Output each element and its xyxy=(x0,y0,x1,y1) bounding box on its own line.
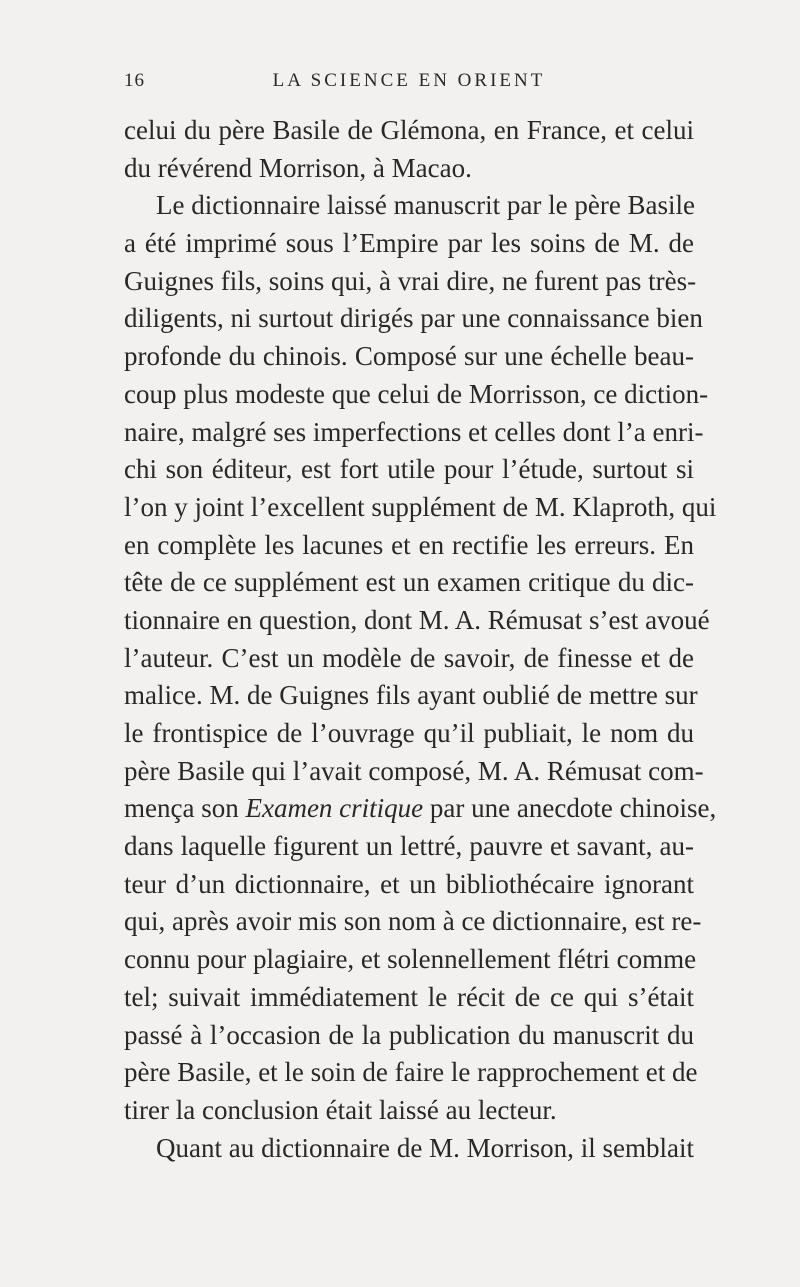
text-line: coup plus modeste que celui de Morrisson, ce diction- xyxy=(124,378,709,409)
page-number: 16 xyxy=(124,70,145,91)
text-line: celui du père Basile de Glémona, en France, et celui xyxy=(124,115,694,145)
text-line: tel; suivait immédiatement le récit de ce qui s’était xyxy=(124,981,694,1012)
text-line: tête de ce supplément est un examen critique du dic- xyxy=(124,567,694,598)
text-line: l’auteur. C’est un modèle de savoir, de finesse et de xyxy=(124,642,694,673)
running-title: LA SCIENCE EN ORIENT xyxy=(272,70,546,91)
text-line: dans laquelle figurent un lettré, pauvre et savant, au- xyxy=(124,831,694,862)
text-line: diligents, ni surtout dirigés par une connaissance bien xyxy=(124,303,703,334)
italic-title: Examen critique xyxy=(245,793,424,824)
text-line: tionnaire en question, dont M. A. Rémusat s’est avoué xyxy=(124,604,710,635)
text-line: connu pour plagiaire, et solennellement flétri comme xyxy=(124,944,697,975)
text-segment: par une anecdote chinoise, xyxy=(423,793,717,824)
text-line: le frontispice de l’ouvrage qu’il publiait, le nom du xyxy=(124,718,694,748)
text-line: a été imprimé sous l’Empire par les soins de M. de xyxy=(124,228,694,259)
text-line: Quant au dictionnaire de M. Morrison, il semblait xyxy=(156,1132,694,1163)
text-line: tirer la conclusion était laissé au lecteur. xyxy=(124,1094,557,1125)
text-line: passé à l’occasion de la publication du manuscrit du xyxy=(124,1019,694,1050)
text-line: Guignes fils, soins qui, à vrai dire, ne furent pas très- xyxy=(124,265,697,296)
text-segment: mença son xyxy=(124,793,246,824)
text-line: Le dictionnaire laissé manuscrit par le père Basile xyxy=(156,190,696,221)
text-line: chi son éditeur, est fort utile pour l’étude, surtout si xyxy=(124,454,694,485)
text-line: père Basile, et le soin de faire le rapprochement et de xyxy=(124,1057,698,1088)
text-line: en complète les lacunes et en rectifie les erreurs. En xyxy=(124,529,694,560)
text-line: qui, après avoir mis son nom à ce dictionnaire, est re- xyxy=(124,906,702,937)
text-line: naire, malgré ses imperfections et celles dont l’a enri- xyxy=(124,416,704,447)
text-line: du révérend Morrison, à Macao. xyxy=(124,152,472,183)
text-line: profonde du chinois. Composé sur une échelle beau- xyxy=(124,341,694,372)
text-line: malice. M. de Guignes fils ayant oublié de mettre sur xyxy=(124,680,698,711)
text-line: teur d’un dictionnaire, et un bibliothécaire ignorant xyxy=(124,868,694,899)
text-line: l’on y joint l’excellent supplément de M. Klaproth, qui xyxy=(124,491,717,522)
body-text xyxy=(124,112,717,1167)
text-line-with-italic xyxy=(124,790,717,828)
text-line: père Basile qui l’avait composé, M. A. Rémusat com- xyxy=(124,755,704,786)
page-header xyxy=(124,70,694,100)
